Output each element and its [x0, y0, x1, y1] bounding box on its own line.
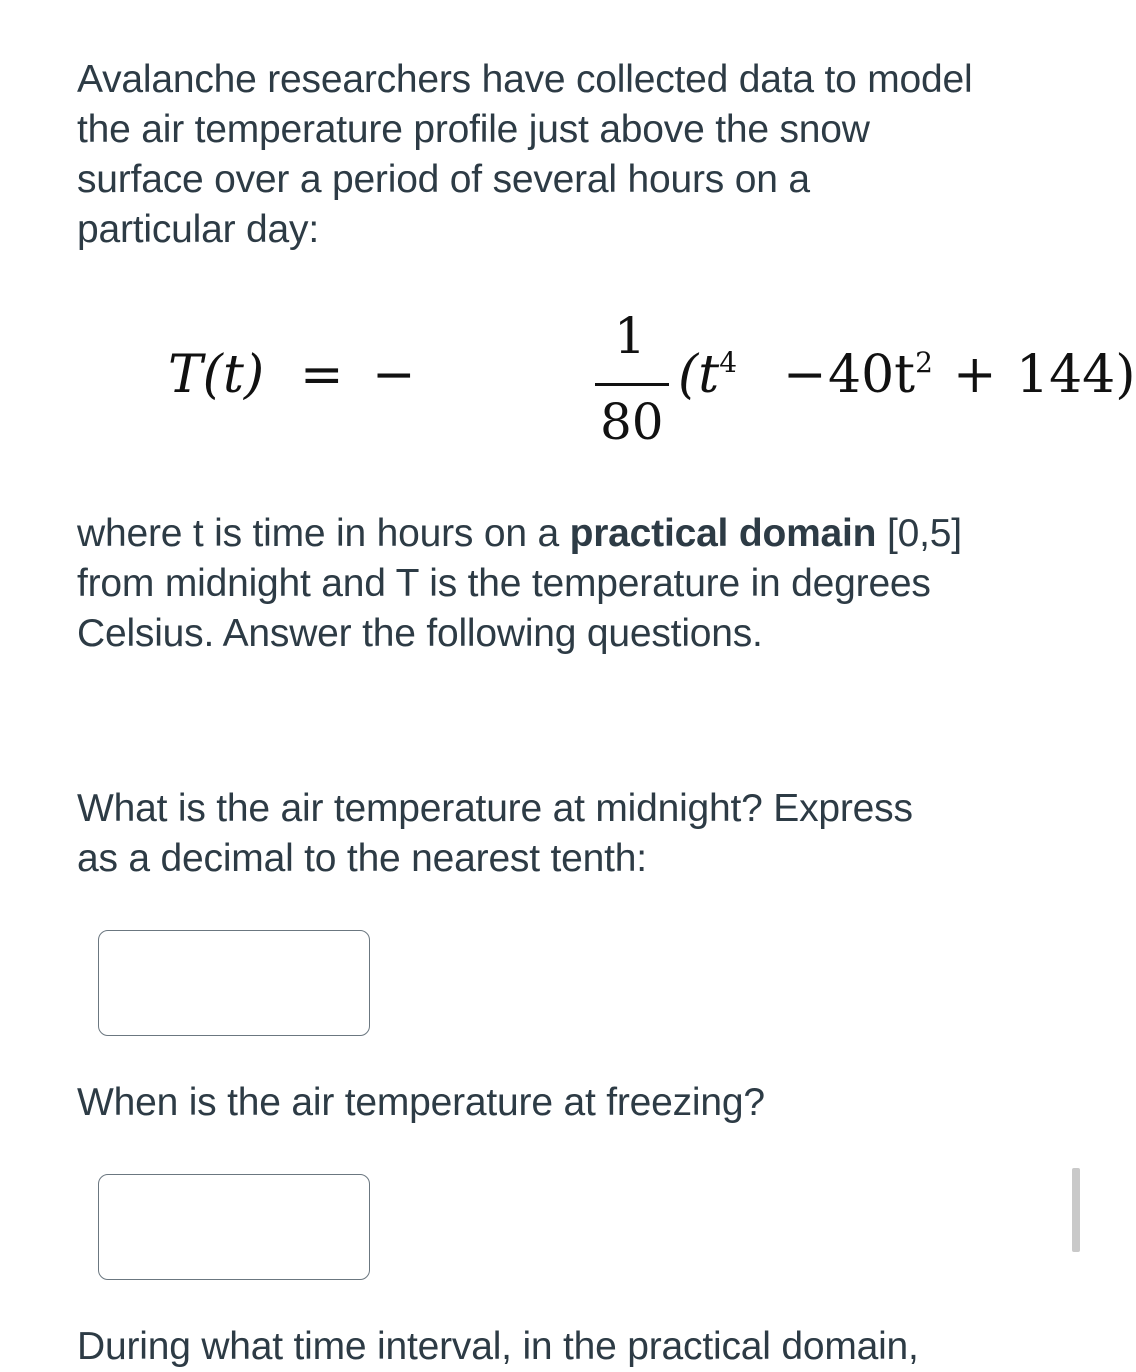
- intro-paragraph: [77, 55, 973, 255]
- intro-line: Avalanche researchers have collected data to model: [77, 58, 973, 101]
- formula-numerator: 1: [614, 307, 646, 365]
- formula-exponent-2: 2: [915, 346, 933, 379]
- midnight-temperature-answer-input[interactable]: [98, 930, 370, 1036]
- formula-negative-sign: −: [372, 345, 416, 405]
- intro-line: surface over a period of several hours on a: [77, 158, 810, 201]
- formula-40t: 40t: [828, 345, 916, 405]
- description-line: from midnight and T is the temperature in degrees: [77, 562, 931, 605]
- question-time-interval: [77, 1322, 919, 1372]
- description-line: [77, 509, 962, 559]
- description-line: Celsius. Answer the following questions.: [77, 612, 763, 655]
- freezing-time-answer-input[interactable]: [98, 1174, 370, 1280]
- formula-constant: 144): [1016, 345, 1136, 405]
- formula-open-term: (t: [678, 345, 720, 405]
- formula-denominator: 80: [600, 393, 664, 451]
- intro-line: particular day:: [77, 208, 319, 251]
- practical-domain-bold: practical domain: [569, 512, 877, 555]
- temperature-formula: [168, 305, 1136, 455]
- formula-equals: =: [300, 345, 344, 405]
- question-line: What is the air temperature at midnight? Express: [77, 787, 913, 830]
- formula-minus: −: [783, 345, 827, 405]
- question-line: as a decimal to the nearest tenth:: [77, 837, 647, 880]
- question-midnight-temperature: [77, 784, 913, 884]
- question-line: During what time interval, in the practical domain,: [77, 1325, 919, 1368]
- intro-line: the air temperature profile just above the snow: [77, 108, 870, 151]
- formula-coef-term: [828, 345, 933, 405]
- domain-interval: [0,5]: [876, 512, 962, 555]
- question-freezing-time: [77, 1078, 765, 1128]
- question-line: When is the air temperature at freezing?: [77, 1081, 765, 1124]
- formula-lhs: T(t): [168, 345, 265, 405]
- description-paragraph: [77, 509, 962, 659]
- fraction-bar: [595, 383, 669, 386]
- formula-exponent-4: 4: [719, 346, 738, 379]
- scrollbar-thumb[interactable]: [1072, 1168, 1080, 1252]
- formula-paren-open-t: [678, 345, 737, 405]
- description-text: where t is time in hours on a: [77, 512, 570, 555]
- formula-plus: +: [953, 345, 997, 405]
